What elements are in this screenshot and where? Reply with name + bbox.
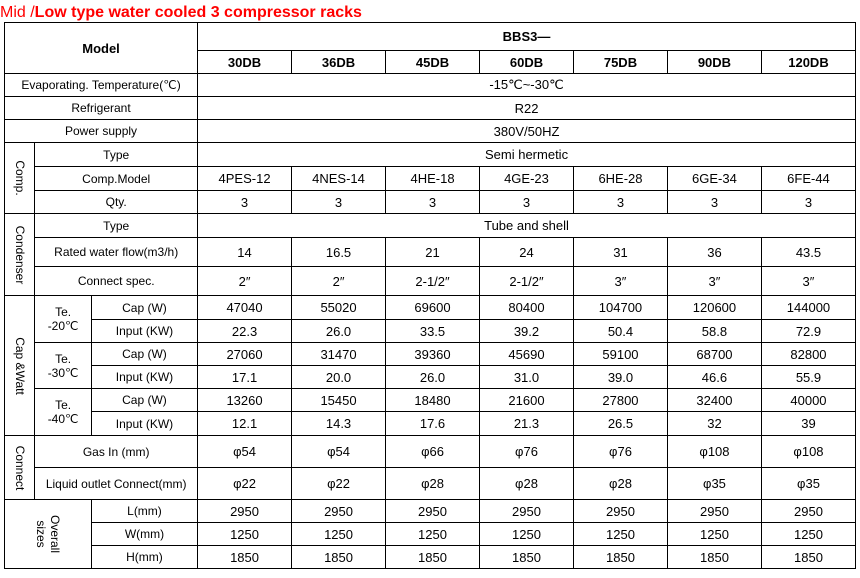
water-flow-cell: 16.5 [292,238,386,267]
size-cell: 1250 [761,523,855,546]
evap-temp-label: Evaporating. Temperature(℃) [5,74,198,97]
water-flow-cell: 36 [667,238,761,267]
cap-cell: 27800 [573,389,667,412]
comp-qty-label: Qty. [35,191,198,214]
gas-in-cell: φ108 [761,436,855,468]
size-cell: 1850 [386,546,480,569]
water-flow-label: Rated water flow(m3/h) [35,238,198,267]
size-label: H(mm) [91,546,197,569]
input-label: Input (KW) [91,412,197,436]
comp-qty-cell: 3 [198,191,292,214]
overall-sizes-group-label: Overall sizes [5,500,92,569]
cap-cell: 32400 [667,389,761,412]
cap-cell: 18480 [386,389,480,412]
size-cell: 2950 [761,500,855,523]
te-temp: -40℃ [47,412,79,426]
size-cell: 2950 [667,500,761,523]
input-cell: 31.0 [480,366,574,389]
size-label: L(mm) [91,500,197,523]
size-cell: 2950 [480,500,574,523]
series-header: BBS3— [198,23,856,51]
connect-spec-cell: 2-1/2″ [480,267,574,296]
cap-cell: 13260 [198,389,292,412]
input-label: Input (KW) [91,366,197,389]
te-temp: -30℃ [47,365,79,380]
cap-cell: 31470 [292,343,386,366]
comp-type-value: Semi hermetic [198,143,856,167]
input-cell: 17.6 [386,412,480,436]
comp-model-cell: 6FE-44 [761,167,855,191]
input-cell: 14.3 [292,412,386,436]
input-cell: 39.0 [573,366,667,389]
cap-cell: 68700 [667,343,761,366]
comp-qty-cell: 3 [480,191,574,214]
model-cell: 36DB [292,51,386,74]
input-cell: 33.5 [386,320,480,343]
comp-model-cell: 6HE-28 [573,167,667,191]
te-temp: -20℃ [47,319,79,333]
liquid-outlet-cell: φ28 [573,468,667,500]
refrigerant-label: Refrigerant [5,97,198,120]
comp-model-cell: 4PES-12 [198,167,292,191]
gas-in-cell: φ76 [480,436,574,468]
water-flow-cell: 43.5 [761,238,855,267]
comp-model-cell: 4GE-23 [480,167,574,191]
te-label: Te. [55,398,72,412]
input-cell: 26.0 [292,320,386,343]
gas-in-cell: φ54 [292,436,386,468]
liquid-outlet-cell: φ35 [761,468,855,500]
comp-model-cell: 4HE-18 [386,167,480,191]
water-flow-cell: 14 [198,238,292,267]
input-label: Input (KW) [91,320,197,343]
size-cell: 2950 [198,500,292,523]
model-cell: 120DB [761,51,855,74]
cap-cell: 120600 [667,296,761,320]
input-cell: 26.5 [573,412,667,436]
page-title [0,3,362,23]
liquid-outlet-label: Liquid outlet Connect(mm) [35,468,198,500]
input-cell: 50.4 [573,320,667,343]
comp-qty-cell: 3 [573,191,667,214]
size-cell: 1850 [573,546,667,569]
size-cell: 1250 [480,523,574,546]
comp-qty-cell: 3 [667,191,761,214]
input-cell: 26.0 [386,366,480,389]
evap-temp-value: -15℃~-30℃ [198,74,856,97]
size-cell: 1250 [667,523,761,546]
title-main: Low type water cooled 3 compressor racks [34,4,362,21]
comp-model-cell: 6GE-34 [667,167,761,191]
size-cell: 2950 [573,500,667,523]
condenser-type-label: Type [35,214,198,238]
cap-cell: 69600 [386,296,480,320]
input-cell: 20.0 [292,366,386,389]
comp-model-cell: 4NES-14 [292,167,386,191]
cap-cell: 15450 [292,389,386,412]
model-header: Model [5,23,198,74]
liquid-outlet-cell: φ28 [480,468,574,500]
connect-spec-label: Connect spec. [35,267,198,296]
cap-cell: 39360 [386,343,480,366]
comp-model-label: Comp.Model [35,167,198,191]
liquid-outlet-cell: φ35 [667,468,761,500]
size-cell: 1850 [761,546,855,569]
cap-cell: 21600 [480,389,574,412]
water-flow-cell: 24 [480,238,574,267]
connect-group-label: Connect [5,436,35,500]
te-cell [35,389,92,436]
cap-label: Cap (W) [91,389,197,412]
model-cell: 60DB [480,51,574,74]
te-cell [35,343,92,389]
comp-qty-cell: 3 [386,191,480,214]
gas-in-cell: φ76 [573,436,667,468]
cap-cell: 55020 [292,296,386,320]
input-cell: 22.3 [198,320,292,343]
gas-in-cell: φ108 [667,436,761,468]
power-supply-value: 380V/50HZ [198,120,856,143]
title-prefix: Mid / [0,4,35,21]
input-cell: 58.8 [667,320,761,343]
size-cell: 1250 [292,523,386,546]
condenser-group-label: Condenser [5,214,35,296]
comp-qty-cell: 3 [292,191,386,214]
input-cell: 55.9 [761,366,855,389]
connect-spec-cell: 3″ [761,267,855,296]
model-cell: 75DB [573,51,667,74]
condenser-type-value: Tube and shell [198,214,856,238]
size-cell: 1850 [198,546,292,569]
input-cell: 17.1 [198,366,292,389]
cap-label: Cap (W) [91,296,197,320]
comp-group-label: Comp. [5,143,35,214]
size-cell: 1250 [386,523,480,546]
input-cell: 32 [667,412,761,436]
cap-cell: 80400 [480,296,574,320]
cap-cell: 27060 [198,343,292,366]
liquid-outlet-cell: φ28 [386,468,480,500]
spec-table [4,22,856,569]
size-label: W(mm) [91,523,197,546]
gas-in-cell: φ66 [386,436,480,468]
input-cell: 46.6 [667,366,761,389]
te-cell [35,296,92,343]
cap-cell: 47040 [198,296,292,320]
cap-cell: 82800 [761,343,855,366]
input-cell: 12.1 [198,412,292,436]
cap-cell: 59100 [573,343,667,366]
gas-in-cell: φ54 [198,436,292,468]
refrigerant-value: R22 [198,97,856,120]
size-cell: 1850 [292,546,386,569]
comp-qty-cell: 3 [761,191,855,214]
water-flow-cell: 21 [386,238,480,267]
comp-type-label: Type [35,143,198,167]
size-cell: 1250 [198,523,292,546]
size-cell: 2950 [386,500,480,523]
input-cell: 72.9 [761,320,855,343]
connect-spec-cell: 3″ [573,267,667,296]
cap-cell: 144000 [761,296,855,320]
gas-in-label: Gas In (mm) [35,436,198,468]
model-cell: 45DB [386,51,480,74]
connect-spec-cell: 2″ [292,267,386,296]
water-flow-cell: 31 [573,238,667,267]
size-cell: 1850 [667,546,761,569]
cap-label: Cap (W) [91,343,197,366]
input-cell: 39.2 [480,320,574,343]
power-supply-label: Power supply [5,120,198,143]
model-cell: 30DB [198,51,292,74]
te-label: Te. [55,351,72,366]
size-cell: 1850 [480,546,574,569]
connect-spec-cell: 2-1/2″ [386,267,480,296]
connect-spec-cell: 3″ [667,267,761,296]
cap-cell: 40000 [761,389,855,412]
input-cell: 39 [761,412,855,436]
input-cell: 21.3 [480,412,574,436]
liquid-outlet-cell: φ22 [292,468,386,500]
cap-cell: 45690 [480,343,574,366]
connect-spec-cell: 2″ [198,267,292,296]
cap-watt-group-label: Cap &Watt [5,296,35,436]
te-label: Te. [55,305,72,319]
size-cell: 1250 [573,523,667,546]
model-cell: 90DB [667,51,761,74]
size-cell: 2950 [292,500,386,523]
liquid-outlet-cell: φ22 [198,468,292,500]
cap-cell: 104700 [573,296,667,320]
